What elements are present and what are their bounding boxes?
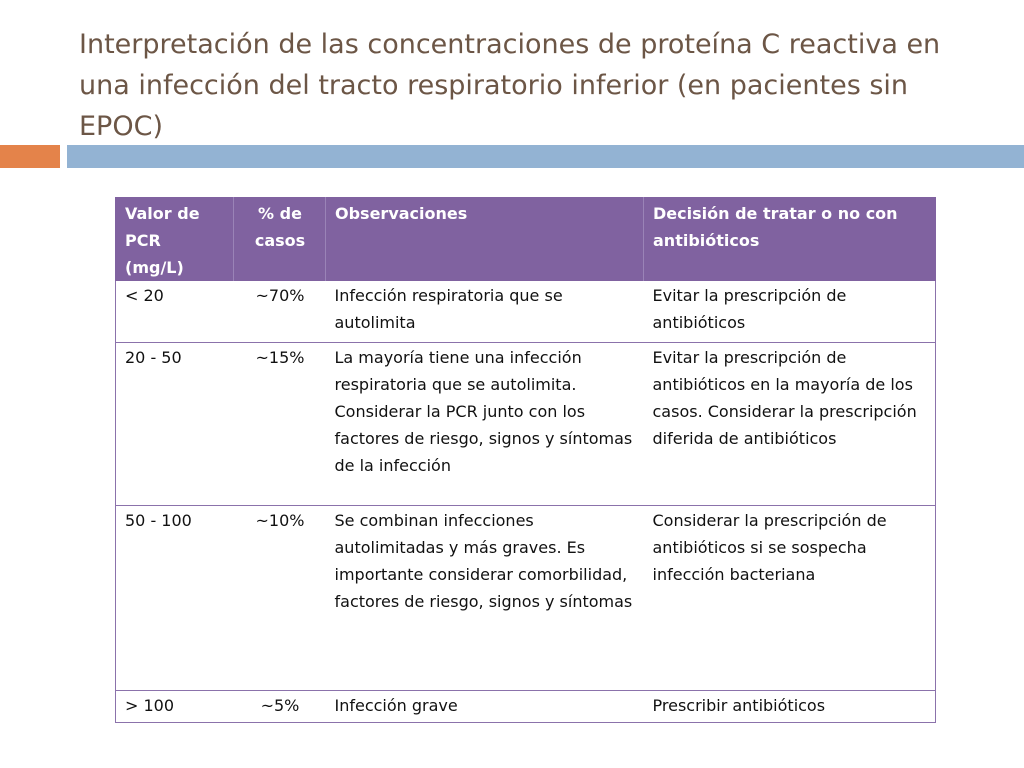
header-porcentaje-casos: % de casos — [234, 198, 326, 282]
cell-observaciones: Se combinan infecciones autolimitadas y más graves. Es importante considerar comorbilidad, factores de riesgo, signos y síntomas — [326, 505, 644, 690]
cell-decision: Prescribir antibióticos — [644, 690, 936, 722]
cell-valor: > 100 — [116, 690, 234, 722]
slide-title: Interpretación de las concentraciones de proteína C reactiva en una infección del tracto respiratorio inferior (en pacientes sin EPOC) — [79, 29, 941, 142]
header-observaciones: Observaciones — [326, 198, 644, 282]
table-row — [116, 281, 936, 342]
cell-casos: ~10% — [234, 505, 326, 690]
header-decision: Decisión de tratar o no con antibióticos — [644, 198, 936, 282]
cell-valor: 50 - 100 — [116, 505, 234, 690]
cell-observaciones: Infección respiratoria que se autolimita — [326, 281, 644, 342]
cell-observaciones: La mayoría tiene una infección respiratoria que se autolimita. Considerar la PCR junto con los factores de riesgo, signos y síntomas de la infección — [326, 342, 644, 505]
table-row — [116, 690, 936, 722]
cell-casos: ~5% — [234, 690, 326, 722]
cell-valor: < 20 — [116, 281, 234, 342]
cell-valor: 20 - 50 — [116, 342, 234, 505]
cell-casos: ~70% — [234, 281, 326, 342]
table-row — [116, 505, 936, 690]
table-header-row — [116, 198, 936, 282]
cell-decision: Evitar la prescripción de antibióticos — [644, 281, 936, 342]
accent-bar-blue — [67, 145, 1024, 168]
cell-decision: Considerar la prescripción de antibióticos si se sospecha infección bacteriana — [644, 505, 936, 690]
cell-decision: Evitar la prescripción de antibióticos en la mayoría de los casos. Considerar la prescripción diferida de antibióticos — [644, 342, 936, 505]
header-valor-pcr: Valor de PCR (mg/L) — [116, 198, 234, 282]
pcr-interpretation-table — [115, 197, 936, 723]
accent-bar-orange — [0, 145, 60, 168]
table-row — [116, 342, 936, 505]
cell-observaciones: Infección grave — [326, 690, 644, 722]
cell-casos: ~15% — [234, 342, 326, 505]
